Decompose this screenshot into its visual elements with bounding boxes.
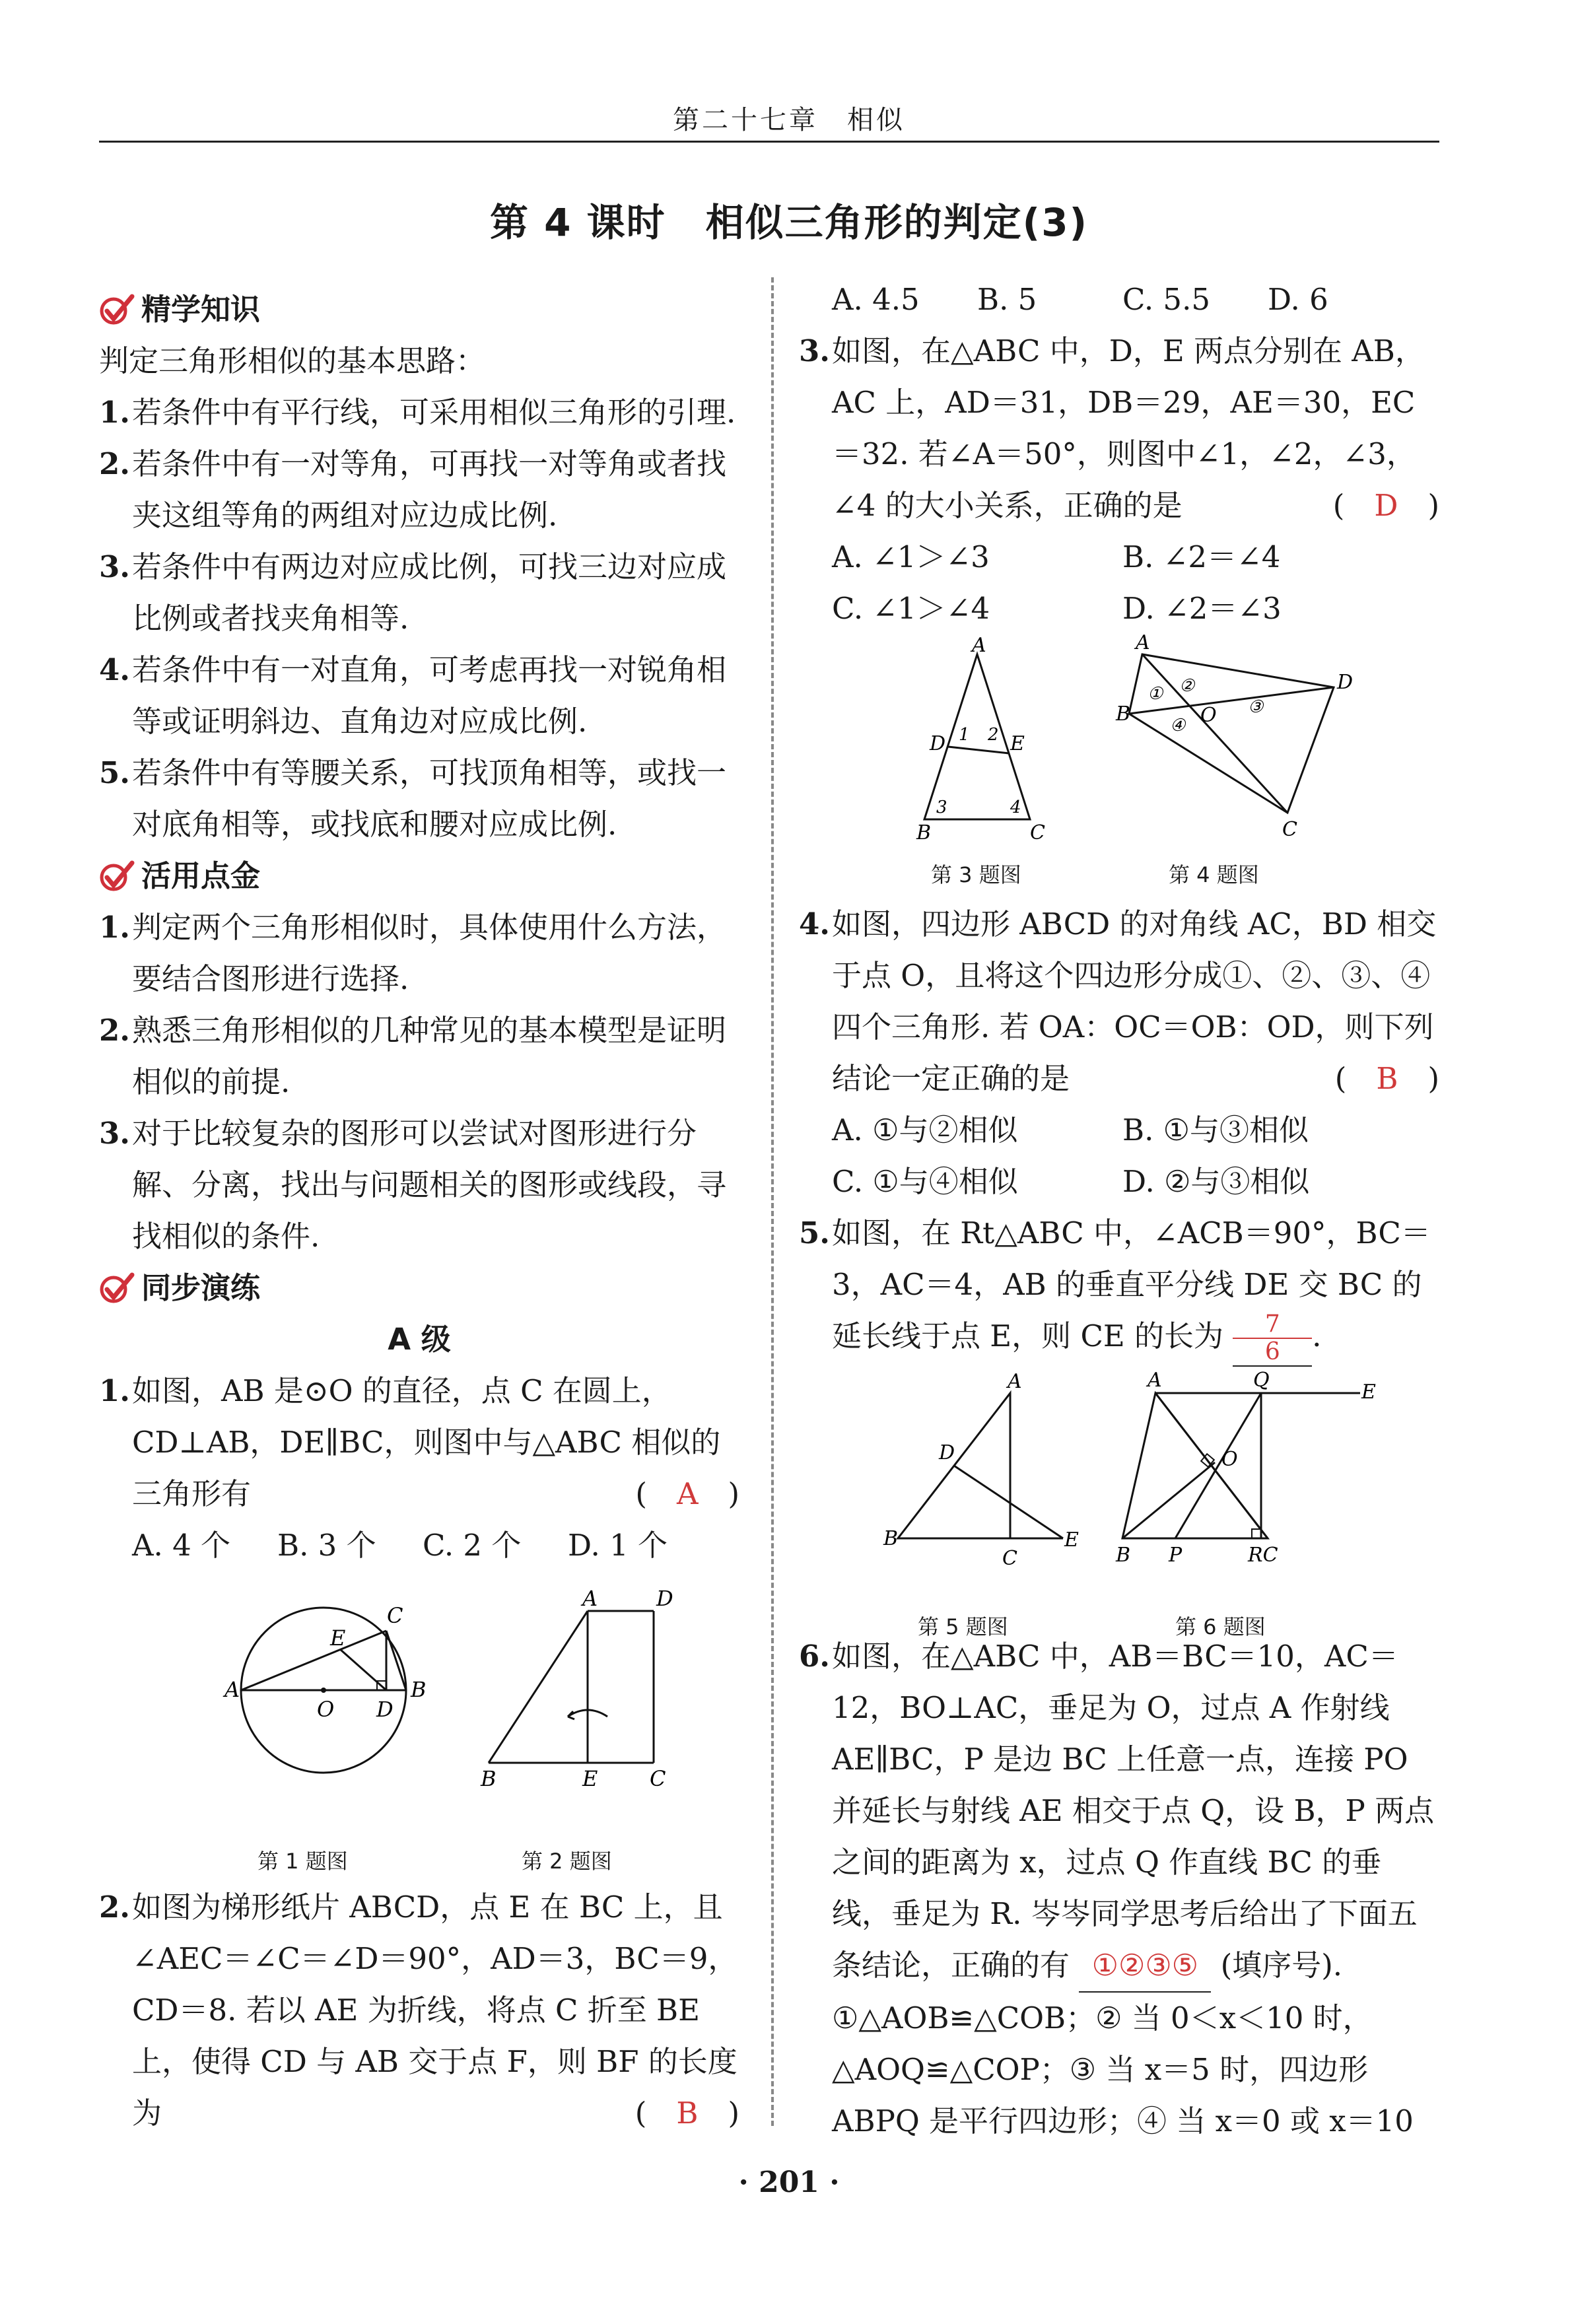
option: A. ①与②相似 (832, 1112, 1018, 1147)
question-2 (99, 1882, 739, 2139)
question-text-wrap (132, 1365, 739, 1520)
svg-text:①: ① (1148, 684, 1163, 704)
svg-text:B: B (883, 1526, 899, 1550)
figure-caption: 第 1 题图 (257, 1849, 348, 1874)
question-continuation: ①△AOB≌△COB；② 当 0＜x＜10 时，△AOQ≌△COP；③ 当 x＝5 时，四边形 ABPQ 是平行四边形；④ 当 x＝0 或 x＝10 (832, 2000, 1414, 2138)
column-divider (771, 277, 774, 2126)
answer-slot: ( B ) (1334, 1061, 1439, 1096)
question-1 (99, 1365, 739, 1520)
question-4 (799, 899, 1439, 1105)
question-number: 1. (99, 1373, 130, 1408)
list-item (99, 644, 739, 747)
answer: ①②③⑤ (1079, 1940, 1211, 1993)
item-number: 3. (99, 1116, 130, 1151)
svg-text:E: E (1064, 1528, 1079, 1552)
svg-text:B: B (1116, 1543, 1131, 1567)
figure-caption: 第 5 题图 (918, 1614, 1008, 1639)
question-5 (799, 1208, 1439, 1367)
question-text: 如图，在 Rt△ABC 中，∠ACB＝90°，BC＝3，AC＝4，AB 的垂直平分线 DE 交 BC 的延长线于点 E，则 CE 的长为 (832, 1215, 1431, 1353)
item-number: 5. (99, 755, 130, 790)
list-item (99, 902, 739, 1005)
option: D. ②与③相似 (1122, 1164, 1310, 1199)
section-heading (99, 1262, 739, 1314)
question-text: 如图，在△ABC 中，AB＝BC＝10，AC＝12，BO⊥AC，垂足为 O，过点 A 作射线 AE∥BC，P 是边 BC 上任意一点，连接 PO 并延长与射线 AE 相交于点 Q，设 B，P 两点之间的距离为 x，过点 Q 作直线 BC 的垂线，垂足为 R. 岑岑同学思考后给出了下面五条结论，正确的有 (832, 1638, 1435, 1983)
option: B. 5 (977, 282, 1037, 317)
check-icon (99, 859, 136, 893)
svg-text:O: O (317, 1697, 335, 1722)
answer: D (1374, 488, 1398, 523)
answer-slot: ( D ) (1332, 488, 1439, 523)
question-text: 如图，AB 是⊙O 的直径，点 C 在圆上，CD⊥AB，DE∥BC，则图中与△ABC 相似的三角形有 (132, 1373, 721, 1511)
figure-caption: 第 3 题图 (931, 862, 1021, 887)
page-number: · 201 · (738, 2166, 840, 2199)
section-heading (99, 850, 739, 902)
svg-text:4: 4 (1010, 798, 1021, 817)
svg-text:③: ③ (1248, 697, 1264, 717)
figure-caption: 第 4 题图 (1169, 862, 1259, 887)
section-title: 同步演练 (141, 1270, 261, 1305)
fraction-answer (1233, 1311, 1312, 1367)
item-number: 1. (99, 395, 130, 430)
item-text: 判定两个三角形相似时，具体使用什么方法，要结合图形进行选择. (132, 910, 727, 996)
figure-caption: 第 2 题图 (522, 1849, 612, 1874)
svg-text:D: D (930, 732, 946, 755)
svg-text:C: C (387, 1603, 403, 1628)
item-number: 2. (99, 1013, 130, 1048)
svg-text:E: E (1361, 1380, 1376, 1404)
svg-text:D: D (376, 1697, 394, 1722)
svg-text:④: ④ (1170, 716, 1186, 735)
item-text: 若条件中有平行线，可采用相似三角形的引理. (132, 395, 736, 430)
svg-text:E: E (1010, 732, 1025, 755)
figure-row (799, 1367, 1439, 1639)
figure-2 (469, 1585, 720, 1816)
option: C. 2 个 (423, 1528, 522, 1563)
question-number: 5. (799, 1215, 830, 1250)
svg-text:RC: RC (1248, 1543, 1278, 1567)
option: C. ∠1＞∠4 (832, 591, 990, 626)
svg-text:O: O (1221, 1447, 1238, 1471)
option: B. ①与③相似 (1122, 1112, 1309, 1147)
figure-row (799, 631, 1439, 899)
question-text: 如图，四边形 ABCD 的对角线 AC，BD 相交于点 O，且将这个四边形分成①、②、③、④四个三角形. 若 OA：OC＝OB：OD，则下列结论一定正确的是 (832, 906, 1437, 1096)
item-number: 1. (99, 910, 130, 945)
svg-text:A: A (1136, 631, 1150, 654)
svg-text:E: E (582, 1766, 598, 1791)
options (799, 1105, 1439, 1156)
list-item (99, 747, 739, 850)
question-number: 6. (799, 1638, 830, 1674)
figure-4 (1116, 631, 1354, 852)
answer: B (1376, 1061, 1398, 1096)
question-tail: (填序号). (1220, 1947, 1343, 1983)
level-label: A 级 (388, 1322, 451, 1357)
option: C. ①与④相似 (832, 1164, 1018, 1199)
item-number: 3. (99, 549, 130, 584)
svg-text:C: C (650, 1766, 666, 1791)
options (799, 274, 1439, 325)
figure-6 (1116, 1367, 1393, 1591)
answer: A (676, 1476, 699, 1511)
svg-text:D: D (939, 1441, 955, 1464)
question-number: 3. (799, 333, 830, 368)
option: B. ∠2＝∠4 (1122, 539, 1281, 574)
question-text-wrap (832, 1631, 1439, 1993)
item-number: 2. (99, 446, 130, 481)
svg-text:D: D (1337, 671, 1354, 694)
check-icon (99, 1271, 136, 1305)
option: A. ∠1＞∠3 (832, 539, 990, 574)
question-text-wrap (132, 1882, 739, 2139)
header-rule (99, 141, 1439, 143)
options (799, 1156, 1439, 1208)
list-item (99, 1108, 739, 1262)
item-text: 熟悉三角形相似的几种常见的基本模型是证明相似的前提. (132, 1013, 727, 1099)
option: D. 6 (1268, 282, 1328, 317)
answer-slot: ( B ) (635, 2096, 739, 2131)
option: D. ∠2＝∠3 (1122, 591, 1282, 626)
svg-text:B: B (916, 821, 932, 844)
answer-slot: ( A ) (635, 1476, 739, 1511)
figure-1 (165, 1585, 482, 1816)
question-text-wrap (832, 899, 1439, 1105)
svg-text:1: 1 (959, 725, 970, 745)
figure-3 (898, 634, 1070, 844)
svg-text:②: ② (1179, 676, 1195, 696)
svg-text:3: 3 (936, 798, 947, 817)
item-number: 4. (99, 652, 130, 687)
answer-denominator: 6 (1264, 1338, 1280, 1365)
answer: B (676, 2096, 699, 2131)
list-item (99, 438, 739, 541)
svg-text:A: A (972, 634, 986, 657)
svg-text:A: A (1148, 1368, 1162, 1392)
svg-text:O: O (1200, 704, 1217, 727)
figure-row (99, 1571, 739, 1882)
item-text: 若条件中有等腰关系，可找顶角相等，或找一对底角相等，或找底和腰对应成比例. (132, 755, 727, 842)
option: B. 3 个 (277, 1528, 376, 1563)
item-text: 若条件中有一对等角，可再找一对等角或者找夹这组等角的两组对应边成比例. (132, 446, 727, 533)
question-text: 如图，在△ABC 中，D，E 两点分别在 AB，AC 上，AD＝31，DB＝29，AE＝30，EC＝32. 若∠A＝50°，则图中∠1，∠2，∠3，∠4 的大小关系，正确的是 (832, 333, 1425, 523)
figure-caption: 第 6 题图 (1175, 1614, 1266, 1639)
question-text-wrap: 如图，在 Rt△ABC 中，∠ACB＝90°，BC＝3，AC＝4，AB 的垂直平分线 DE 交 BC 的延长线于点 E，则 CE 的长为 $\frac{7}{6}$ ． (832, 1215, 1431, 1365)
option: A. 4 个 (132, 1528, 231, 1563)
check-icon (99, 292, 136, 327)
svg-text:E: E (330, 1625, 346, 1651)
question-3 (799, 325, 1439, 531)
question-number: 4. (799, 906, 830, 941)
svg-text:C: C (1030, 821, 1045, 844)
option: D. 1 个 (568, 1528, 668, 1563)
right-column (799, 274, 1439, 2147)
svg-text:2: 2 (988, 725, 999, 745)
svg-text:D: D (656, 1586, 673, 1611)
svg-text:C: C (1002, 1546, 1017, 1570)
svg-text:C: C (1282, 818, 1297, 841)
figure-5 (878, 1369, 1079, 1591)
svg-text:Q: Q (1253, 1368, 1270, 1392)
intro-text: 判定三角形相似的基本思路： (99, 343, 486, 378)
answer-numerator: 7 (1233, 1311, 1312, 1339)
option: A. 4.5 (832, 282, 920, 317)
list-item (99, 387, 739, 438)
svg-text:A: A (224, 1677, 240, 1702)
chapter-header: 第二十七章 相似 (673, 105, 905, 135)
options (799, 531, 1439, 583)
option: C. 5.5 (1122, 282, 1211, 317)
svg-text:B: B (411, 1677, 427, 1702)
left-column (99, 284, 739, 2139)
item-text: 若条件中有两边对应成比例，可找三边对应成比例或者找夹角相等. (132, 549, 727, 636)
question-6 (799, 1631, 1439, 1993)
svg-text:B: B (481, 1766, 497, 1791)
question-text: 如图为梯形纸片 ABCD，点 E 在 BC 上，且∠AEC＝∠C＝∠D＝90°，AD＝3，BC＝9，CD＝8. 若以 AE 为折线，将点 C 折至 BE 上，使得 CD 与 AB 交于点 F，则 BF 的长度为 (132, 1890, 738, 2131)
options (799, 583, 1439, 634)
section-heading (99, 284, 739, 335)
svg-text:A: A (582, 1586, 598, 1611)
item-text: 若条件中有一对直角，可考虑再找一对锐角相等或证明斜边、直角边对应成比例. (132, 652, 727, 739)
svg-text:B: B (1116, 702, 1131, 726)
item-text: 对于比较复杂的图形可以尝试对图形进行分解、分离，找出与问题相关的图形或线段，寻找相似的条件. (132, 1116, 727, 1254)
question-text-wrap (832, 325, 1439, 531)
svg-text:A: A (1008, 1369, 1022, 1393)
options (99, 1520, 739, 1571)
section-title: 精学知识 (141, 292, 261, 327)
lesson-title: 第 4 课时 相似三角形的判定(3) (489, 200, 1089, 245)
list-item (99, 541, 739, 644)
list-item (99, 1005, 739, 1108)
svg-text:P: P (1169, 1543, 1183, 1567)
question-number: 2. (99, 1890, 130, 1925)
section-title: 活用点金 (141, 858, 261, 893)
